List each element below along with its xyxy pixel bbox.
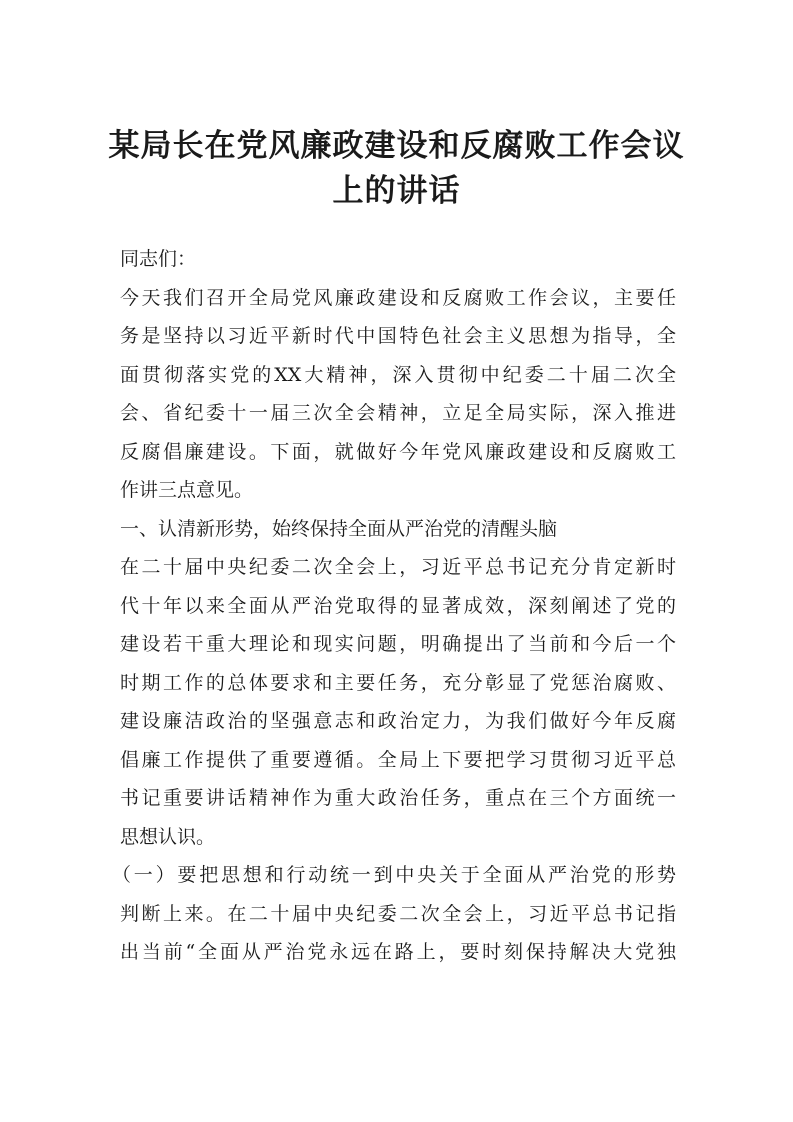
body-line: 时期工作的总体要求和主要任务，充分彰显了党惩治腐败、 [120,671,676,694]
body-line: 面贯彻落实党的XX大精神，深入贯彻中纪委二十届二次全 [120,363,676,386]
body-line: 代十年以来全面从严治党取得的显著成效，深刻阐述了党的 [120,594,676,617]
body-line: 判断上来。在二十届中央纪委二次全会上，习近平总书记指 [120,902,676,925]
body-line: 建设若干重大理论和现实问题，明确提出了当前和今后一个 [120,633,676,655]
subsection-line: （一）要把思想和行动统一到中央关于全面从严治党的形势 [112,864,676,886]
body-line: 书记重要讲话精神作为重大政治任务，重点在三个方面统一 [120,787,676,809]
body-line: 建设廉洁政治的坚强意志和政治定力，为我们做好今年反腐 [120,710,676,732]
body-line: 在二十届中央纪委二次全会上，习近平总书记充分肯定新时 [120,556,676,578]
document-title-line-1: 某局长在党风廉政建设和反腐败工作会议 [108,128,685,164]
body-line: 出当前“全面从严治党永远在路上，要时刻保持解决大党独 [120,941,676,963]
body-line: 倡廉工作提供了重要遵循。全局上下要把学习贯彻习近平总 [120,748,676,771]
body-line: 思想认识。 [120,825,216,848]
body-line: 作讲三点意见。 [120,479,254,501]
body-line: 会、省纪委十一届三次全会精神，立足全局实际，深入推进 [120,402,676,424]
document-body [112,240,676,972]
document-title-line-2: 上的讲话 [332,173,461,209]
body-line: 今天我们召开全局党风廉政建设和反腐败工作会议，主要任 [120,286,676,309]
body-line: 务是坚持以习近平新时代中国特色社会主义思想为指导，全 [120,325,676,347]
body-line: 反腐倡廉建设。下面，就做好今年党风廉政建设和反腐败工 [120,440,676,463]
section-heading: 一、认清新形势，始终保持全面从严治党的清醒头脑 [120,517,558,540]
salutation: 同志们： [120,248,197,270]
